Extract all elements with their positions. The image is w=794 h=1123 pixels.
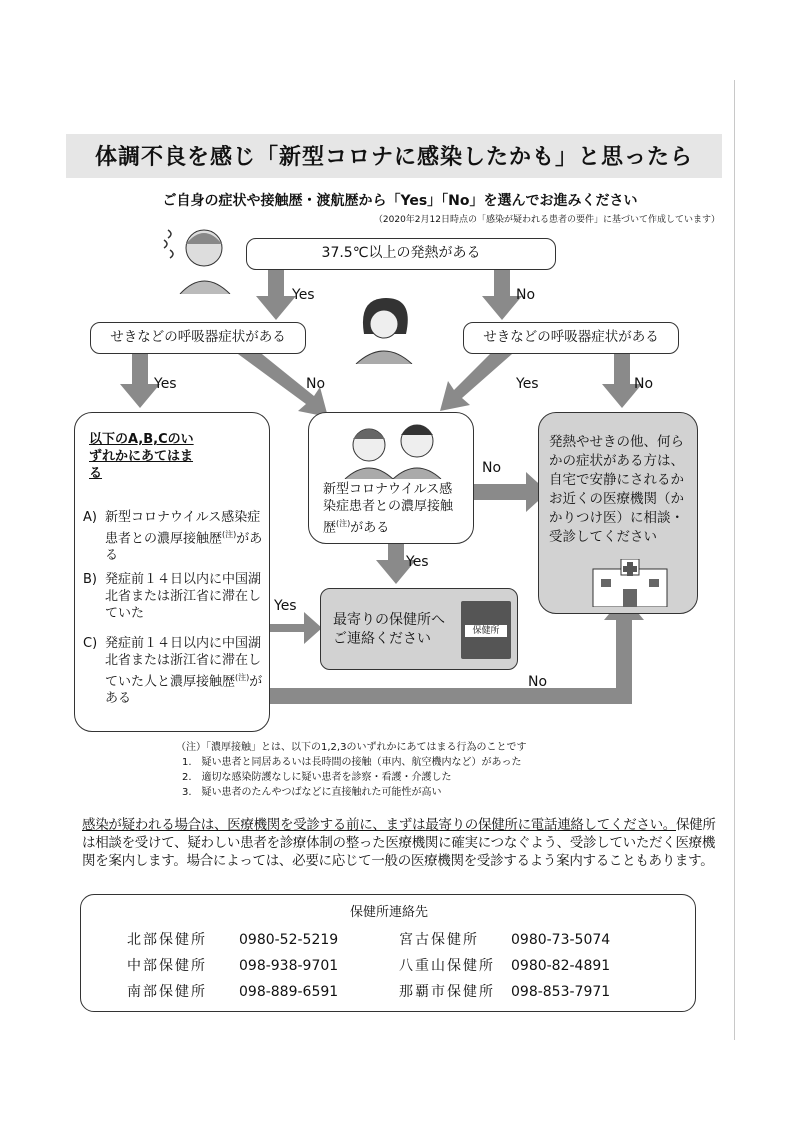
fever-box: 37.5℃以上の発熱がある [246,238,556,270]
arrow-fever-yes [256,270,296,320]
criterion-b-text: 発症前１４日以内に中国湖北省または浙江省に滞在していた [105,572,262,621]
coughing-kids-illustration [339,417,449,479]
basis-note: （2020年2月12日時点の「感染が疑われる患者の要件」に基づいて作成しています） [373,215,720,225]
contact-row [399,955,610,975]
arrow-abc-yes [270,612,322,644]
label-yes-2: Yes [154,376,177,392]
guidance-paragraph [82,816,722,870]
health-center-text: 最寄りの保健所へご連絡ください [333,612,445,647]
sick-person-illustration [160,216,240,294]
contact-phone: 098-938-9701 [239,958,339,974]
close-contact-label: 新型コロナウイルス感染症患者との濃厚接触歴 [323,482,454,536]
contact-name: 中部保健所 [127,958,207,974]
health-center-box [320,588,518,670]
contact-phone: 098-853-7971 [511,984,611,1000]
contact-phone: 098-889-6591 [239,984,339,1000]
label-no-5: No [528,674,548,690]
label-yes-4: Yes [406,554,429,570]
health-center-contacts [80,894,696,1012]
criterion-a-after: がある [105,531,263,564]
label-yes-1: Yes [292,287,315,303]
abc-criteria-box [74,412,270,732]
criterion-a [83,509,265,564]
cough-box-right: せきなどの呼吸器症状がある [463,322,679,354]
note-item: 3. 疑い患者のたんやつばなどに直接触れた可能性が高い [182,787,442,798]
hospital-box [538,412,698,614]
label-no-4: No [482,460,502,476]
arrow-close-no [474,472,548,512]
guidance-emphasis: 感染が疑われる場合は、医療機関を受診する前に、まずは最寄りの保健所に電話連絡してください。 [82,817,676,833]
label-yes-5: Yes [274,598,297,614]
criterion-c-after: がある [105,674,263,707]
note-mark: (注) [222,530,237,539]
hospital-building-icon [591,559,669,607]
contact-row [127,981,338,1001]
contact-row [399,929,610,949]
criterion-a-label: A) [83,510,97,525]
note-mark: (注) [235,673,250,682]
close-contact-text [323,481,463,536]
contact-name: 那覇市保健所 [399,984,495,1000]
label-no-1: No [516,287,536,303]
coughing-woman-illustration [346,294,420,364]
abc-title: 以下のA,B,Cのいずれかにあてはまる [89,432,194,481]
criterion-c-label: C) [83,636,98,651]
note-item: 2. 適切な感染防護なしに疑い患者を診察・看護・介護した [182,772,452,783]
close-contact-notes [176,740,526,800]
contacts-title: 保健所連絡先 [349,905,428,920]
contact-row [127,955,338,975]
contact-name: 八重山保健所 [399,958,495,974]
contact-name: 南部保健所 [127,984,207,1000]
health-center-sign: 保健所 [465,625,507,637]
notes-header: （注）「濃厚接触」とは、以下の1,2,3のいずれかにあてはまる行為のことです [176,742,527,753]
criterion-c-text: 発症前１４日以内に中国湖北省または浙江省に滞在していた人と濃厚接触歴 [105,636,262,690]
close-contact-box [308,412,474,544]
contact-name: 北部保健所 [127,932,207,948]
contact-phone: 0980-82-4891 [511,958,611,974]
arrow-right-yes [440,346,512,411]
contact-name: 宮古保健所 [399,932,479,948]
page-subtitle: ご自身の症状や接触歴・渡航歴から「Yes」「No」を選んでお進みください [162,193,638,209]
label-yes-3: Yes [516,376,539,392]
contact-phone: 0980-73-5074 [511,932,611,948]
contact-row [127,929,338,949]
criterion-a-text: 新型コロナウイルス感染症患者との濃厚接触歴 [105,510,261,547]
note-item: 1. 疑い患者と同居あるいは長時間の接触（車内、航空機内など）があった [182,757,522,768]
contact-phone: 0980-52-5219 [239,932,339,948]
label-no-2: No [306,376,326,392]
criterion-b [83,571,265,622]
note-mark: (注) [336,519,351,528]
criterion-c [83,635,265,707]
criterion-b-label: B) [83,572,97,587]
label-no-3: No [634,376,654,392]
hospital-text: 発熱やせきの他、何らかの症状がある方は、自宅で安静にされるかお近くの医療機関（かかりつけ医）に相談・受診してください [549,434,684,545]
guidance-body: 保健所は相談を受けて、疑わしい患者を診療体制の整った医療機関に確実につなぐよう、受診していただく医療機関を案内します。場合によっては、必要に応じて一般の医療機関を受診するよう案内することもあります。 [82,817,716,869]
health-center-building-icon [461,601,511,659]
close-contact-after: がある [350,520,390,536]
page-title: 体調不良を感じ「新型コロナに感染したかも」と思ったら [94,145,693,170]
contact-row [399,981,610,1001]
cough-box-left: せきなどの呼吸器症状がある [90,322,306,354]
